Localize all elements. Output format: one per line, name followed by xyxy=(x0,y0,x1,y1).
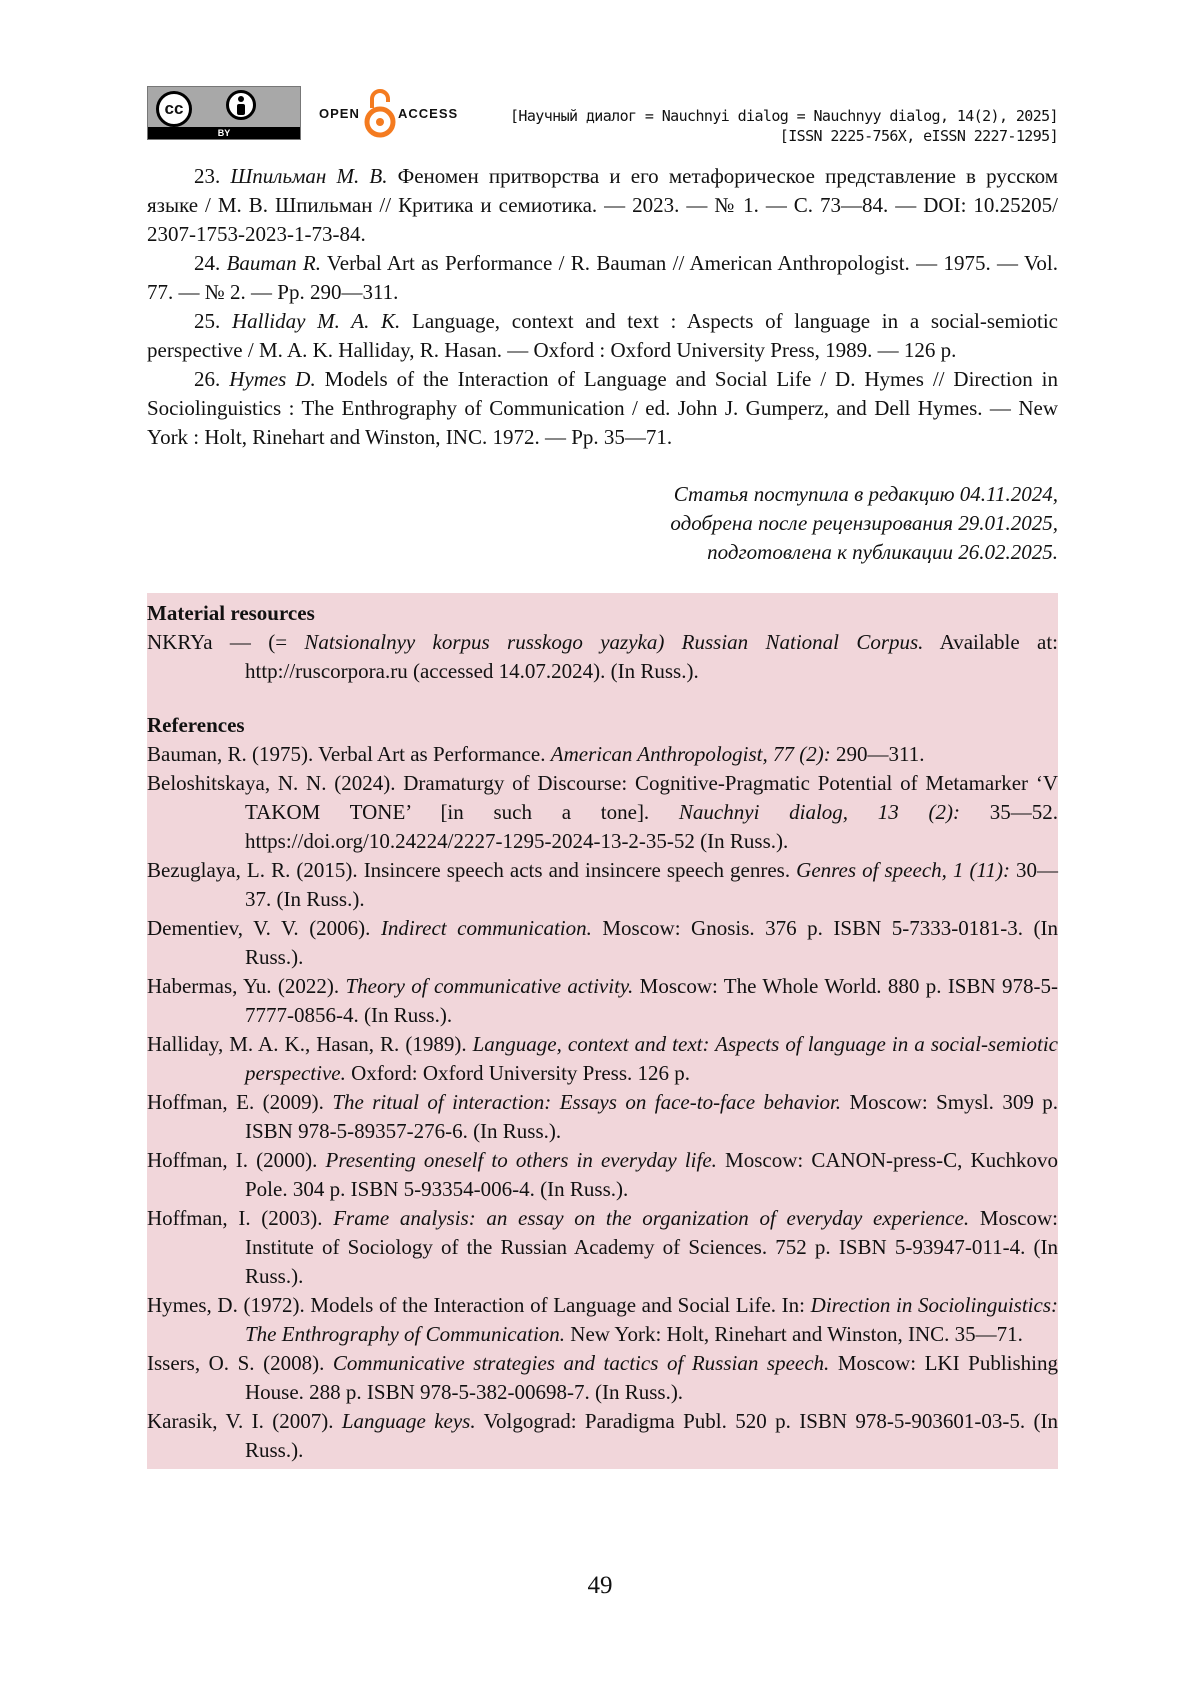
page xyxy=(147,86,1058,1469)
reference-entry: Hoffman, I. (2003). Frame analysis: an essay on the organization of everyday experience. Moscow: Institute of Sociology of the Russian Academy of Sciences. 752 p. ISBN 5-93947-011-4. (In Russ.). xyxy=(147,1204,1058,1291)
reference-entry: Issers, O. S. (2008). Communicative strategies and tactics of Russian speech. Moscow: LKI Publishing House. 288 p. ISBN 978-5-382-00698-7. (In Russ.). xyxy=(147,1349,1058,1407)
access-label: ACCESS xyxy=(398,106,458,121)
reference-item: 26. Hymes D. Models of the Interaction of Language and Social Life / D. Hymes // Direction in Sociolinguistics : The Enthrography of Communication / ed. John J. Gumperz, and Dell Hymes. — New York : Holt, Rinehart and Winston, INC. 1972. — Pp. 35—71. xyxy=(147,365,1058,452)
article-dates xyxy=(147,480,1058,567)
reference-entry: Karasik, V. I. (2007). Language keys. Volgograd: Paradigma Publ. 520 p. ISBN 978-5-903601-03-5. (In Russ.). xyxy=(147,1407,1058,1465)
open-access-logo xyxy=(319,86,469,140)
open-label: OPEN xyxy=(319,106,360,121)
cc-by-license-badge[interactable] xyxy=(147,86,301,140)
approved-date: одобрена после рецензирования 29.01.2025, xyxy=(147,509,1058,538)
reference-item: 24. Bauman R. Verbal Art as Performance / R. Bauman // American Anthropologist. — 1975. — Vol. 77. — № 2. — Pp. 290—311. xyxy=(147,249,1058,307)
reference-entry: Habermas, Yu. (2022). Theory of communicative activity. Moscow: The Whole World. 880 p. ISBN 978-5-7777-0856-4. (In Russ.). xyxy=(147,972,1058,1030)
issn-line: [ISSN 2225-756X, eISSN 2227-1295] xyxy=(510,126,1058,146)
reference-entry: Bauman, R. (1975). Verbal Art as Performance. American Anthropologist, 77 (2): 290—311. xyxy=(147,740,1058,769)
reference-entry: Hymes, D. (1972). Models of the Interaction of Language and Social Life. In: Direction in Sociolinguistics: The Enthrography of Communication. New York: Holt, Rinehart and Winston, INC. 35—71. xyxy=(147,1291,1058,1349)
reference-entry: Hoffman, I. (2000). Presenting oneself to others in everyday life. Moscow: CANON-press-C, Kuchkovo Pole. 304 p. ISBN 5-93354-006-4. (In Russ.). xyxy=(147,1146,1058,1204)
reference-entry: Halliday, M. A. K., Hasan, R. (1989). Language, context and text: Aspects of language in a social-semiotic perspective. Oxford: Oxford University Press. 126 p. xyxy=(147,1030,1058,1088)
received-date: Статья поступила в редакцию 04.11.2024, xyxy=(147,480,1058,509)
material-resources-heading: Material resources xyxy=(147,599,1058,628)
reference-entry: Dementiev, V. V. (2006). Indirect communication. Moscow: Gnosis. 376 p. ISBN 5-7333-0181-3. (In Russ.). xyxy=(147,914,1058,972)
header xyxy=(147,86,1058,146)
attribution-person-icon xyxy=(226,90,256,120)
references-translit-block xyxy=(147,593,1058,1469)
references-heading: References xyxy=(147,711,1058,740)
reference-item: 23. Шпильман М. В. Феномен притворства и его метафорическое представление в русском языке / М. В. Шпильман // Критика и семиотика. — 2023. — № 1. — С. 73—84. — DOI: 10.25205/ 2307-1753-2023-1-73-84. xyxy=(147,162,1058,249)
page-number: 49 xyxy=(0,1572,1200,1600)
reference-entry: Hoffman, E. (2009). The ritual of interaction: Essays on face-to-face behavior. Moscow: Smysl. 309 p. ISBN 978-5-89357-276-6. (In Russ.). xyxy=(147,1088,1058,1146)
cc-icon: cc xyxy=(156,91,192,127)
reference-list xyxy=(147,162,1058,452)
journal-line: [Научный диалог = Nauchnyi dialog = Nauchnyy dialog, 14(2), 2025] xyxy=(510,106,1058,126)
by-label: BY xyxy=(148,127,300,139)
prepared-date: подготовлена к публикации 26.02.2025. xyxy=(147,538,1058,567)
open-access-lock-icon xyxy=(363,86,397,140)
material-entry: NKRYa — (= Natsionalnyy korpus russkogo yazyka) Russian National Corpus. Available at: http://ruscorpora.ru (accessed 14.07.2024). (In Russ.). xyxy=(147,628,1058,686)
reference-entry: Beloshitskaya, N. N. (2024). Dramaturgy of Discourse: Cognitive-Pragmatic Potential of Metamarker ‘V TAKOM TONE’ [in such a tone]. Nauchnyi dialog, 13 (2): 35—52. https://doi.org/10.24224/2227-1295-2024-13-2-35-52 (In Russ.). xyxy=(147,769,1058,856)
journal-citation xyxy=(510,106,1058,146)
reference-entry: Bezuglaya, L. R. (2015). Insincere speech acts and insincere speech genres. Genres of speech, 1 (11): 30—37. (In Russ.). xyxy=(147,856,1058,914)
reference-item: 25. Halliday M. A. K. Language, context and text : Aspects of language in a social-semiotic perspective / M. A. K. Halliday, R. Hasan. — Oxford : Oxford University Press, 1989. — 126 p. xyxy=(147,307,1058,365)
